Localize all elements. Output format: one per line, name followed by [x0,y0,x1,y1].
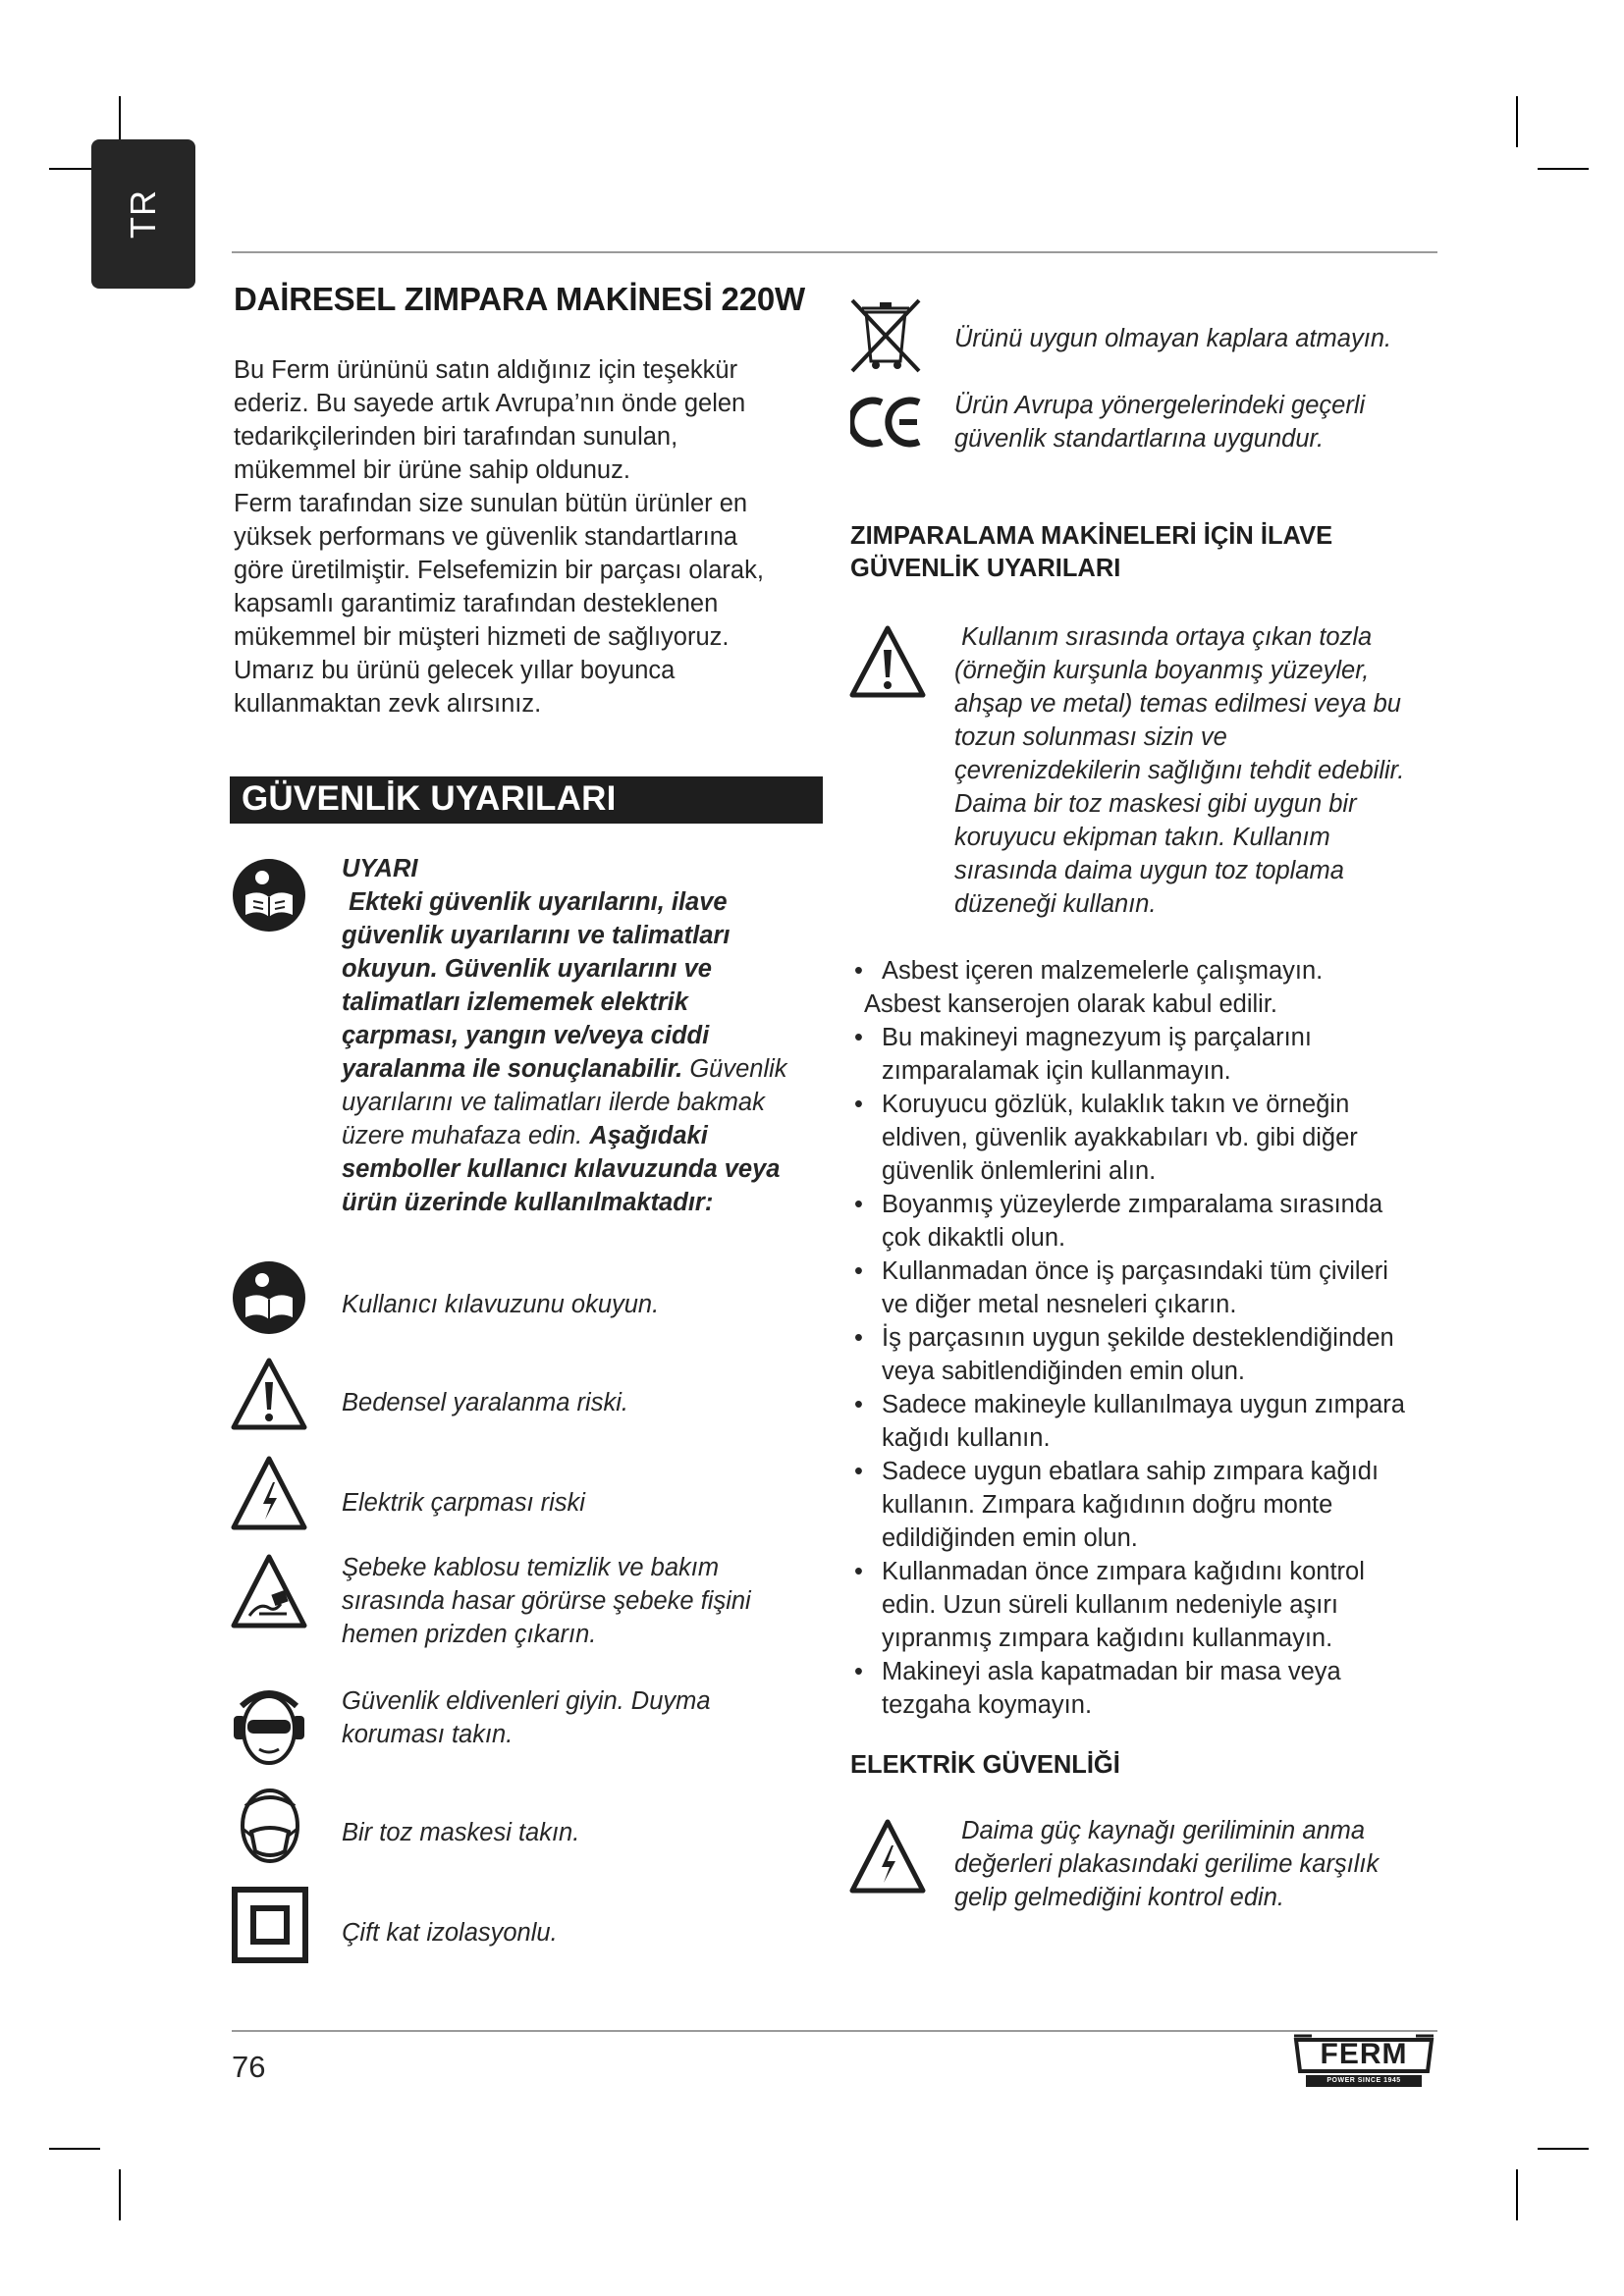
top-rule [232,251,1437,253]
intro-line: Umarız bu ürünü gelecek yıllar boyunca [234,657,676,684]
warning-line [342,1119,833,1152]
dust-warning-text [954,620,1465,921]
bullet-item [848,1388,1447,1455]
bullet-line: Boyanmış yüzeylerde zımparalama sırasında [882,1191,1383,1218]
intro-paragraph [234,353,823,721]
crop-mark [1538,168,1589,170]
ferm-logo [1292,2032,1435,2093]
warning-line: semboller kullanıcı kılavuzunda veya [342,1155,781,1183]
electrical-line: değerleri plakasındaki gerilime karşılık [954,1850,1380,1878]
bullet-list [848,954,1447,1722]
electrical-heading: ELEKTRİK GÜVENLİĞİ [850,1751,1120,1779]
logo-subtitle: POWER SINCE 1945 [1326,2077,1401,2084]
bullet-item [848,954,1447,988]
bullet-line: edildiğinden emin olun. [882,1524,1138,1552]
intro-line: mükemmel bir ürüne sahip oldunuz. [234,456,630,484]
warning-line-bold: Aşağıdaki [589,1122,708,1149]
warning-line [342,1052,833,1086]
bullet-line: güvenlik önlemlerini alın. [882,1157,1157,1185]
bullet-dot: • [854,1458,863,1485]
crop-mark [49,2148,100,2150]
intro-line: Ferm tarafından size sunulan bütün ürünler en [234,490,748,517]
symbol-text: Bir toz maskesi takın. [342,1819,580,1846]
symbol-text: Kullanıcı kılavuzunu okuyun. [342,1291,660,1318]
intro-line: ederiz. Bu sayede artık Avrupa’nın önde gelen [234,390,746,417]
bullet-line: Makineyi asla kapatmadan bir masa veya [882,1658,1341,1685]
bullet-line: İş parçasının uygun şekilde desteklendiğinden [882,1324,1394,1352]
bullet-line: veya sabitlendiğinden emin olun. [882,1358,1245,1385]
bullet-dot: • [854,1558,863,1585]
safety-heading: GÜVENLİK UYARILARI [242,779,617,818]
intro-line: kapsamlı garantimiz tarafından desteklenen [234,590,719,617]
logo-text: FERM [1320,2038,1408,2070]
bullet-line: Asbest içeren malzemelerle çalışmayın. [882,957,1324,985]
dust-warning-line: Daima bir toz maskesi gibi uygun bir [954,790,1357,818]
bullet-item [848,1188,1447,1255]
dust-warning-line: tozun solunması sizin ve [954,723,1227,751]
crop-mark [119,2169,121,2220]
bullet-dot: • [854,1091,863,1118]
sanding-heading-line: ZIMPARALAMA MAKİNELERİ İÇİN İLAVE [850,522,1333,550]
unplug-icon [230,1553,308,1636]
warning-label: UYARI [342,855,418,882]
symbol-text: Şebeke kablosu temizlik ve bakım [342,1554,720,1581]
dust-warning-line: koruyucu ekipman takın. Kullanım [954,824,1330,851]
dust-warning-line: düzeneği kullanın. [954,890,1157,918]
bullet-line: zımparalamak için kullanmayın. [882,1057,1231,1085]
sanding-heading-line: GÜVENLİK UYARILARI [850,555,1121,582]
language-tab-label: TR [123,189,163,239]
dust-warning-line: ahşap ve metal) temas edilmesi veya bu [954,690,1401,718]
bullet-dot: • [854,1191,863,1218]
intro-line: tedarikçilerinden biri tarafından sunulan, [234,423,678,451]
symbol-text: Güvenlik eldivenleri giyin. Duyma [342,1687,711,1715]
electric-shock-icon [848,1818,927,1901]
electrical-line: Daima güç kaynağı geriliminin anma [954,1817,1366,1844]
bullet-line: Bu makineyi magnezyum iş parçalarını [882,1024,1312,1051]
bullet-item [848,1655,1447,1722]
bullet-dot: • [854,1324,863,1352]
bottom-rule [232,2030,1437,2032]
bullet-line: yıpranmış zımpara kağıdını kullanmayın. [882,1625,1333,1652]
symbol-text-block [342,1684,833,1751]
bullet-line: kağıdı kullanın. [882,1424,1051,1452]
symbol-text: Ürünü uygun olmayan kaplara atmayın. [954,325,1392,352]
intro-line: mükemmel bir müşteri hizmeti de sağlıyoruz. [234,623,730,651]
warning-line-rest: Güvenlik [682,1055,787,1083]
sanding-heading [850,520,1439,585]
bullet-item [848,1555,1447,1655]
symbol-text: Çift kat izolasyonlu. [342,1919,558,1947]
symbol-text: hemen prizden çıkarın. [342,1621,597,1648]
symbol-text: koruması takın. [342,1721,514,1748]
bullet-item [848,1455,1447,1555]
warning-text [342,852,833,1219]
intro-line: Bu Ferm ürününü satın aldığınız için teşekkür [234,356,738,384]
electrical-line: gelip gelmediğini kontrol edin. [954,1884,1284,1911]
bullet-line: çok dikaktli olun. [882,1224,1066,1252]
page-number: 76 [232,2050,266,2084]
symbol-text: Elektrik çarpması riski [342,1489,585,1517]
symbol-text: sırasında hasar görürse şebeke fişini [342,1587,751,1615]
warning-triangle-icon [230,1357,308,1438]
safety-heading-bar [230,776,823,824]
bullet-line: edin. Uzun süreli kullanım nedeniyle aşırı [882,1591,1338,1619]
symbol-text: güvenlik standartlarına uygundur. [954,425,1325,453]
bullet-line: tezgaha koymayın. [882,1691,1093,1719]
warning-line: çarpması, yangın ve/veya ciddi [342,1022,710,1049]
symbol-text: Ürün Avrupa yönergelerindeki geçerli [954,392,1366,419]
bullet-line: ve diğer metal nesneleri çıkarın. [882,1291,1237,1318]
dust-warning-line: Kullanım sırasında ortaya çıkan tozla [954,623,1373,651]
bullet-line: Sadece uygun ebatlara sahip zımpara kağıdı [882,1458,1380,1485]
bullet-line: eldiven, güvenlik ayakkabıları vb. gibi diğer [882,1124,1358,1151]
bullet-item [848,1088,1447,1188]
warning-line-plain: üzere muhafaza edin. [342,1122,590,1149]
warning-line: güvenlik uyarılarını ve talimatları [342,922,731,949]
electric-shock-icon [230,1455,308,1538]
bullet-line: Kullanmadan önce zımpara kağıdını kontrol [882,1558,1365,1585]
electrical-text [954,1814,1465,1914]
bullet-line: kullanın. Zımpara kağıdının doğru monte [882,1491,1333,1519]
bullet-item [848,1255,1447,1321]
bullet-dot: • [854,1024,863,1051]
bullet-line: Sadece makineyle kullanılmaya uygun zımpara [882,1391,1405,1418]
symbol-text-block [342,1551,833,1651]
intro-line: göre üretilmiştir. Felsefemizin bir parçası olarak, [234,557,764,584]
read-manual-icon [230,1258,308,1342]
symbol-text-block [954,389,1465,455]
bullet-item [848,1321,1447,1388]
page-title: DAİRESEL ZIMPARA MAKİNESİ 220W [234,281,805,317]
warning-line: talimatları izlememek elektrik [342,988,688,1016]
ce-mark-icon [850,395,925,454]
dust-mask-icon [234,1785,306,1872]
warning-line: ürün üzerinde kullanılmaktadır: [342,1189,714,1216]
warning-line: okuyun. Güvenlik uyarılarını ve [342,955,712,983]
double-insulation-icon [232,1887,308,1968]
asbest-note: Asbest kanserojen olarak kabul edilir. [864,990,1277,1018]
bullet-dot: • [854,1391,863,1418]
intro-line: yüksek performans ve güvenlik standartlarına [234,523,738,551]
crop-mark [1516,2169,1518,2220]
intro-line: kullanmaktan zevk alırsınız. [234,690,542,718]
warning-line: uyarılarını ve talimatları ilerde bakmak [342,1089,765,1116]
language-tab [91,139,195,289]
warning-triangle-icon [848,624,927,706]
wheelie-bin-crossed-icon [846,294,925,380]
bullet-dot: • [854,1658,863,1685]
symbol-text: Bedensel yaralanma riski. [342,1389,628,1416]
crop-mark [1538,2148,1589,2150]
dust-warning-line: çevrenizdekilerin sağlığını tehdit edebilir. [954,757,1405,784]
warning-line: Ekteki güvenlik uyarılarını, ilave [342,888,728,916]
bullet-item [848,1021,1447,1088]
warning-line-bold: yaralanma ile sonuçlanabilir. [342,1055,683,1083]
dust-warning-line: (örneğin kurşunla boyanmış yüzeyler, [954,657,1370,684]
read-manual-icon [230,856,308,939]
bullet-line: Koruyucu gözlük, kulaklık takın ve örneğin [882,1091,1350,1118]
goggles-ear-protection-icon [230,1686,308,1774]
bullet-line: Kullanmadan önce iş parçasındaki tüm çivileri [882,1257,1388,1285]
bullet-dot: • [854,1257,863,1285]
dust-warning-line: sırasında daima uygun toz toplama [954,857,1344,884]
crop-mark [1516,96,1518,147]
bullet-dot: • [854,957,863,985]
